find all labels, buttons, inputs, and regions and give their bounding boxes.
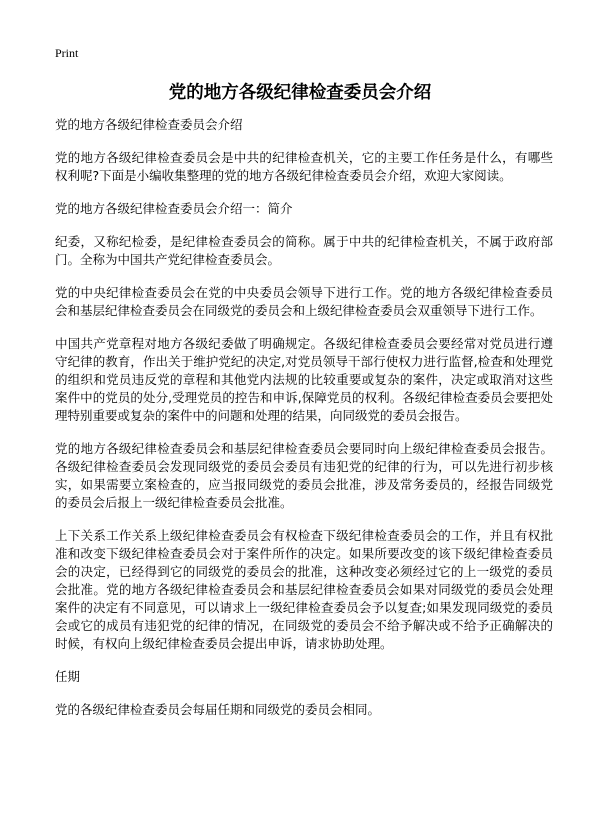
leadership-paragraph: 党的中央纪律检查委员会在党的中央委员会领导下进行工作。党的地方各级纪律检查委员会和基层纪律检查委员会在同级党的委员会和上级纪律检查委员会双重领导下进行工作。 xyxy=(55,285,553,318)
section-heading-term: 任期 xyxy=(55,669,81,684)
hierarchy-paragraph: 上下关系工作关系上级纪律检查委员会有权检查下级纪律检查委员会的工作，并且有权批准和改变下级纪律检查委员会对于案件所作的决定。如果所要改变的该下级纪律检查委员会的决定，已经得到它的同级党的委员会的批准，这种改变必须经过它的上一级党的委员会批准。党的地方各级纪律检查委员会和基层纪律检查委员会如果对同级党的委员会处理案件的决定有不同意见，可以请求上一级纪律检查委员会予以复查;如果发现同级党的委员会或它的成员有违犯党的纪律的情况，在同级党的委员会不给予解决或不给予正确解决的时候，有权向上级纪律检查委员会提出申诉，请求协助处理。 xyxy=(55,528,553,651)
intro-paragraph: 党的地方各级纪律检查委员会是中共的纪律检查机关，它的主要工作任务是什么，有哪些权利呢?下面是小编收集整理的党的地方各级纪律检查委员会介绍，欢迎大家阅读。 xyxy=(55,150,553,183)
definition-paragraph: 纪委，又称纪检委，是纪律检查委员会的简称。属于中共的纪律检查机关，不属于政府部门。全称为中国共产党纪律检查委员会。 xyxy=(55,234,553,267)
document-body xyxy=(55,116,553,734)
page-title: 党的地方各级纪律检查委员会介绍 xyxy=(168,83,432,103)
reporting-paragraph: 党的地方各级纪律检查委员会和基层纪律检查委员会要同时向上级纪律检查委员会报告。 各级纪律检查委员会发现同级党的委员会委员有违犯党的纪律的行为，可以先进行初步核实，如果需要立案检查的，应当报同级党的委员会批准，涉及常务委员的，经报告同级党的委员会后报上一级纪律检查委员会批准。 xyxy=(55,441,553,510)
term-paragraph: 党的各级纪律检查委员会每届任期和同级党的委员会相同。 xyxy=(55,702,381,717)
subtitle-paragraph: 党的地方各级纪律检查委员会介绍 xyxy=(55,117,243,132)
section-heading-intro: 党的地方各级纪律检查委员会介绍一：简介 xyxy=(55,201,293,216)
print-label: Print xyxy=(55,46,79,60)
charter-paragraph: 中国共产党章程对地方各级纪委做了明确规定。各级纪律检查委员会要经常对党员进行遵守纪律的教育，作出关于维护党纪的决定,对党员领导干部行使权力进行监督,检查和处理党的组织和党员违反党的章程和其他党内法规的比较重要或复杂的案件，决定或取消对这些案件中的党员的处分,受理党员的控告和申诉,保障党员的权利。各级纪律检查委员会要把处理特别重要或复杂的案件中的问题和处理的结果，向同级党的委员会报告。 xyxy=(55,336,553,423)
